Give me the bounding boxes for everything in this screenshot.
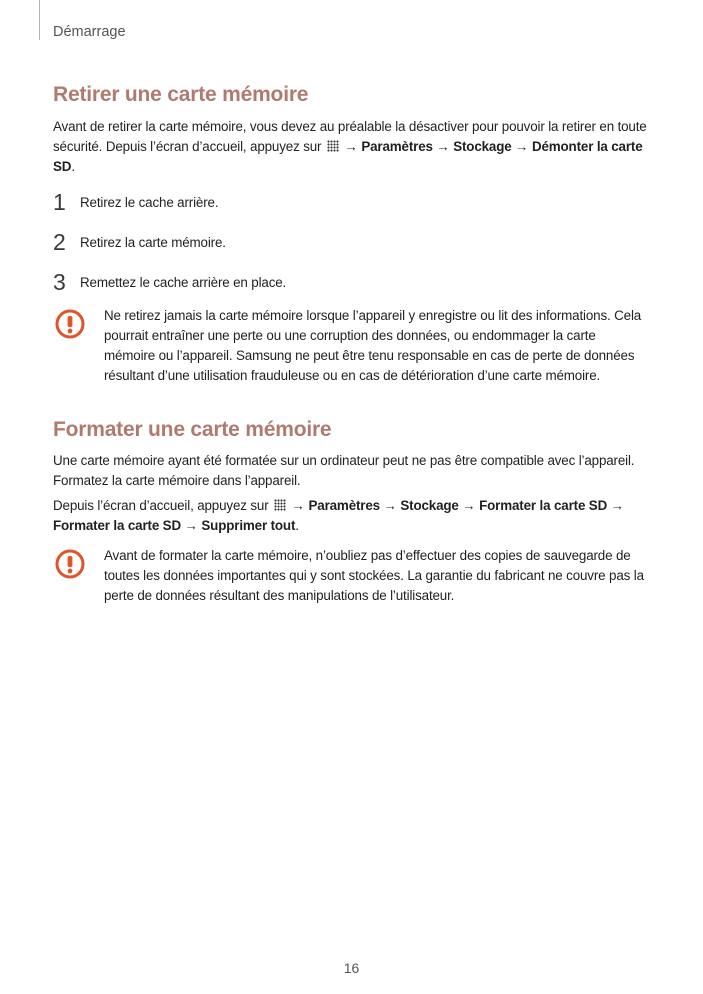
step-number: 3 (53, 269, 66, 295)
step-number: 2 (53, 229, 66, 255)
section-title-format-card: Formater une carte mémoire (53, 418, 332, 441)
caution-icon (55, 549, 85, 579)
apps-grid-icon (274, 499, 286, 511)
header-rule (39, 0, 40, 40)
caution-icon (55, 309, 85, 339)
format-card-intro: Une carte mémoire ayant été formatée sur un ordinateur peut ne pas être compatible avec l’appareil. Formatez la carte mémoire dans l’appareil. (53, 453, 635, 488)
apps-grid-icon (327, 140, 339, 152)
step-number: 1 (53, 189, 66, 215)
chapter-title: Démarrage (53, 24, 126, 40)
step-text: Retirez le cache arrière. (80, 195, 219, 210)
step-text: Retirez la carte mémoire. (80, 235, 226, 250)
section-title-remove-card: Retirer une carte mémoire (53, 83, 309, 106)
caution-text: Avant de formater la carte mémoire, n’oubliez pas d’effectuer des copies de sauvegarde de toutes les données importantes qui y sont stockées. La garantie du fabricant ne couvre pas la perte de données résultant des manipulations de l’utilisateur. (104, 548, 644, 603)
step-text: Remettez le cache arrière en place. (80, 275, 287, 290)
page-number: 16 (343, 960, 360, 976)
format-card-instruction: Depuis l’écran d’accueil, appuyez sur → Paramètres → Stockage → Formater la carte SD → Formater la carte SD → Supprimer tout. (53, 498, 624, 533)
caution-text: Ne retirez jamais la carte mémoire lorsque l’appareil y enregistre ou lit des informations. Cela pourrait entraîner une perte ou une corruption des données, ou endommager la carte mémoire ou l’appareil. Samsung ne peut être tenu responsable en cas de perte de données résultant d’une utilisation frauduleuse ou en cas de détérioration d’une carte mémoire. (104, 308, 642, 383)
remove-card-intro: Avant de retirer la carte mémoire, vous devez au préalable la désactiver pour pouvoir la retirer en toute sécurité. Depuis l’écran d’accueil, appuyez sur → Paramètres → Stockage → Démonter la carte SD. (53, 119, 647, 174)
